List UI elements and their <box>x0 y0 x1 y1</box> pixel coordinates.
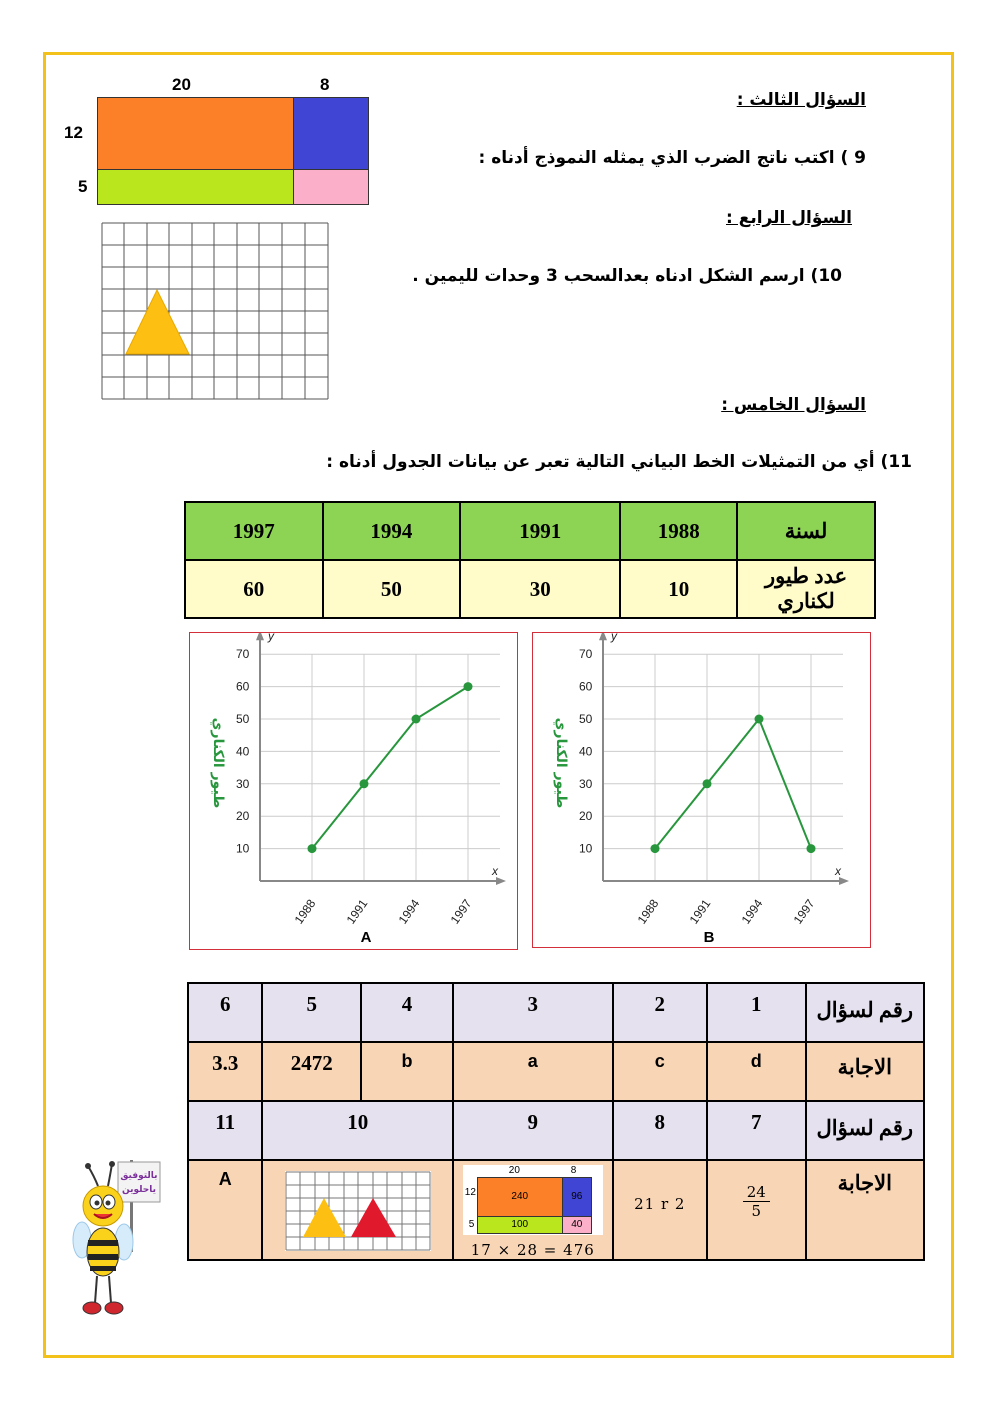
y-tick-label: 50 <box>236 712 250 726</box>
table-cell: 30 <box>460 560 620 618</box>
chart-grid <box>579 647 843 926</box>
translation-grid <box>101 222 329 400</box>
table-cell: 1991 <box>460 502 620 560</box>
answers-table <box>187 982 925 1261</box>
data-point <box>308 844 317 853</box>
q-num-2: 2 <box>613 983 707 1042</box>
answer-4: b <box>361 1042 453 1101</box>
chart-b-box <box>532 632 871 948</box>
x-axis-arrow <box>839 877 849 885</box>
q10-text: 10) ارسم الشكل ادناه بعدالسحب 3 وحدات لليمين . <box>412 266 842 286</box>
chart-b <box>533 633 870 947</box>
answer-9-area-model <box>463 1165 603 1235</box>
chart-grid <box>236 647 500 926</box>
q-num-4: 4 <box>361 983 453 1042</box>
answer-5: 2472 <box>262 1042 361 1101</box>
q-num-6: 6 <box>188 983 262 1042</box>
fraction-numerator: 24 <box>743 1183 770 1202</box>
shoe-left <box>83 1302 101 1314</box>
fraction <box>743 1183 770 1220</box>
y-tick-label: 20 <box>236 809 250 824</box>
area-cell-green <box>98 170 294 204</box>
table-row-label: عدد طيور لكناري <box>737 560 875 618</box>
q-num-7: 7 <box>707 1101 806 1160</box>
data-point <box>703 779 712 788</box>
answer-10 <box>262 1160 453 1260</box>
area-cell-pink <box>294 170 368 204</box>
ans9-side-5: 5 <box>468 1219 475 1230</box>
data-point <box>651 844 660 853</box>
chart-a <box>190 633 517 949</box>
x-tick-label: 1991 <box>343 896 371 927</box>
y-axis-letter: y <box>268 633 274 644</box>
a-label-2: الاجابة <box>806 1160 924 1260</box>
data-point <box>412 715 421 724</box>
sign-text-1: بالتوفيق <box>120 1171 158 1181</box>
y-axis-label: طيور الكناري <box>210 717 226 809</box>
x-tick-label: 1994 <box>395 896 423 927</box>
chart-name-label: A <box>360 929 372 946</box>
ans9-equation: 17 × 28 = 476 <box>470 1241 595 1259</box>
q3-heading: السؤال الثالث : <box>736 90 866 110</box>
y-axis-arrow <box>256 633 264 640</box>
a-label: الاجابة <box>806 1042 924 1101</box>
area-side-label-12: 12 <box>64 123 83 142</box>
q-num-3: 3 <box>453 983 613 1042</box>
table-cell: 1997 <box>185 502 323 560</box>
canary-data-table <box>184 501 876 619</box>
table-header-label: لسنة <box>737 502 875 560</box>
y-tick-label: 60 <box>236 679 250 694</box>
table-cell: 1994 <box>323 502 461 560</box>
ans9-top-20: 20 <box>508 1165 520 1176</box>
area-side-label-5: 5 <box>78 177 88 196</box>
x-axis-letter: x <box>492 864 498 878</box>
y-tick-label: 50 <box>579 712 593 726</box>
y-axis-arrow <box>599 633 607 640</box>
data-point <box>755 715 764 724</box>
table-row <box>188 1101 924 1160</box>
answer-7 <box>707 1160 806 1260</box>
area-cell-orange <box>98 98 294 170</box>
ans9-cell-100: 100 <box>477 1216 563 1234</box>
y-tick-label: 30 <box>236 776 250 791</box>
bee-mascot <box>72 1158 162 1323</box>
table-row <box>185 560 875 618</box>
table-row <box>188 983 924 1042</box>
table-row <box>185 502 875 560</box>
y-tick-label: 20 <box>579 809 593 824</box>
area-top-label-8: 8 <box>320 75 330 94</box>
answer-8: 21 r 2 <box>613 1160 707 1260</box>
x-tick-label: 1988 <box>291 896 319 927</box>
data-point <box>464 682 473 691</box>
answer-6: 3.3 <box>188 1042 262 1101</box>
bee-head <box>83 1186 123 1226</box>
q-num-1: 1 <box>707 983 806 1042</box>
area-model <box>97 97 369 205</box>
y-tick-label: 10 <box>579 841 593 856</box>
table-cell: 50 <box>323 560 461 618</box>
y-axis-label: طيور الكناري <box>553 717 569 809</box>
y-tick-label: 10 <box>236 841 250 856</box>
series-line <box>312 687 468 849</box>
area-top-label-20: 20 <box>172 75 191 94</box>
x-axis-arrow <box>496 877 506 885</box>
y-axis-letter: y <box>611 633 617 644</box>
table-cell: 60 <box>185 560 323 618</box>
answer-11: A <box>188 1160 262 1260</box>
answer-2: c <box>613 1042 707 1101</box>
x-tick-label: 1991 <box>686 896 714 927</box>
q4-heading: السؤال الرابع : <box>726 208 852 228</box>
chart-a-box <box>189 632 518 950</box>
table-cell: 1988 <box>620 502 737 560</box>
ans9-side-12: 12 <box>464 1187 476 1198</box>
q11-text: 11) أي من التمثيلات الخط البياني التالية تعبر عن بيانات الجدول أدناه : <box>326 452 912 472</box>
original-triangle <box>303 1198 346 1237</box>
data-point <box>360 779 369 788</box>
x-tick-label: 1997 <box>447 896 475 927</box>
fraction-denominator: 5 <box>751 1202 762 1220</box>
y-tick-label: 70 <box>236 647 250 662</box>
table-cell: 10 <box>620 560 737 618</box>
triangle-shape <box>126 290 189 354</box>
q-num-9: 9 <box>453 1101 613 1160</box>
y-tick-label: 30 <box>579 776 593 791</box>
x-axis-letter: x <box>835 864 841 878</box>
y-tick-label: 60 <box>579 679 593 694</box>
x-tick-label: 1997 <box>790 896 818 927</box>
q-num-8: 8 <box>613 1101 707 1160</box>
area-cell-blue <box>294 98 368 170</box>
q9-text: 9 ) اكتب ناتج الضرب الذي يمثله النموذج أدناه : <box>478 148 866 168</box>
sign-board <box>118 1162 160 1202</box>
q-num-10: 10 <box>262 1101 453 1160</box>
answer-3: a <box>453 1042 613 1101</box>
chart-name-label: B <box>703 929 715 946</box>
ans9-cell-240: 240 <box>477 1177 563 1217</box>
q-num-11: 11 <box>188 1101 262 1160</box>
q-num-5: 5 <box>262 983 361 1042</box>
table-row <box>188 1160 924 1260</box>
answer-10-grid <box>285 1171 431 1251</box>
x-tick-label: 1994 <box>738 896 766 927</box>
ans9-cell-40: 40 <box>562 1216 592 1234</box>
y-tick-label: 70 <box>579 647 593 662</box>
y-tick-label: 40 <box>236 744 250 759</box>
q-label: رقم لسؤال <box>806 983 924 1042</box>
ans9-top-8: 8 <box>570 1165 577 1176</box>
shoe-right <box>105 1302 123 1314</box>
q-label-2: رقم لسؤال <box>806 1101 924 1160</box>
y-tick-label: 40 <box>579 744 593 759</box>
q5-heading: السؤال الخامس : <box>721 395 866 415</box>
x-tick-label: 1988 <box>634 896 662 927</box>
answer-9 <box>453 1160 613 1260</box>
ans9-cell-96: 96 <box>562 1177 592 1217</box>
table-row <box>188 1042 924 1101</box>
answer-1: d <box>707 1042 806 1101</box>
sign-text-2: ياحلوين <box>121 1185 157 1195</box>
data-point <box>807 844 816 853</box>
